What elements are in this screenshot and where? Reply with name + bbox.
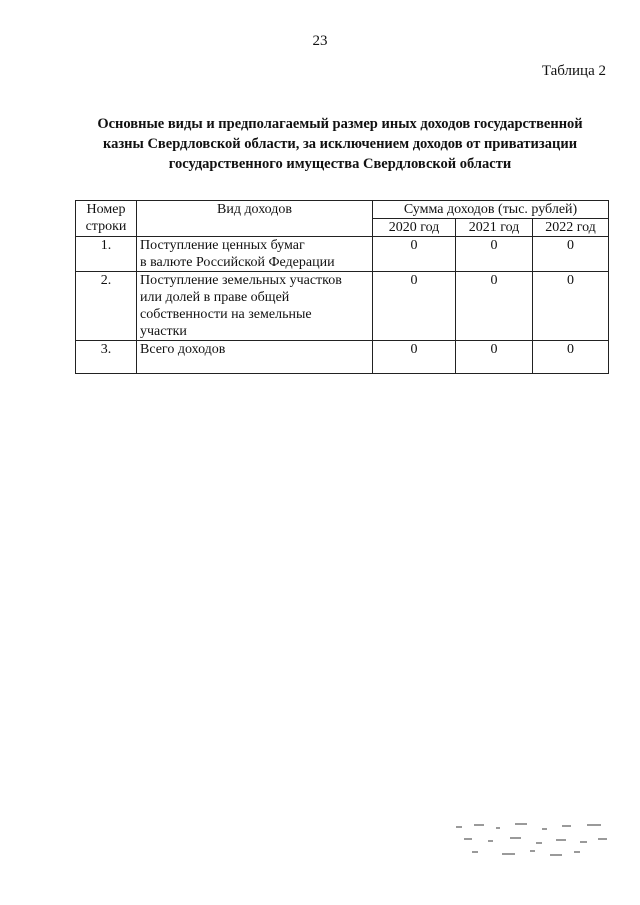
value-2021: 0 xyxy=(456,341,533,374)
table-header-row xyxy=(76,201,609,219)
income-kind xyxy=(137,341,373,374)
income-kind-line: или долей в праве общей xyxy=(140,290,290,305)
table-label: Таблица 2 xyxy=(541,63,606,79)
header-year: 2022 год xyxy=(533,219,609,237)
row-number: 3. xyxy=(76,341,137,374)
row-number: 2. xyxy=(76,272,137,341)
income-kind-line: Поступление земельных участков xyxy=(140,273,342,288)
value-2022: 0 xyxy=(533,341,609,374)
value-2020: 0 xyxy=(373,272,456,341)
income-kind-line: Поступление ценных бумаг xyxy=(140,238,305,253)
document-title xyxy=(60,114,620,174)
value-2022: 0 xyxy=(533,272,609,341)
income-kind xyxy=(137,237,373,272)
income-kind-line: Всего доходов xyxy=(140,342,226,357)
value-2021: 0 xyxy=(456,237,533,272)
header-row-number xyxy=(76,201,137,237)
table-row xyxy=(76,272,609,341)
header-year: 2020 год xyxy=(373,219,456,237)
income-kind-line: в валюте Российской Федерации xyxy=(140,255,335,270)
value-2020: 0 xyxy=(373,237,456,272)
value-2020: 0 xyxy=(373,341,456,374)
income-kind-line: участки xyxy=(140,324,187,339)
title-line: казны Свердловской области, за исключением доходов от приватизации xyxy=(102,136,578,152)
header-row-number-line: Номер xyxy=(86,202,126,217)
row-number: 1. xyxy=(76,237,137,272)
title-line: Основные виды и предполагаемый размер иных доходов государственной xyxy=(97,116,583,132)
header-income-sum: Сумма доходов (тыс. рублей) xyxy=(373,201,609,219)
header-row-number-line: строки xyxy=(85,219,127,234)
header-year: 2021 год xyxy=(456,219,533,237)
table-row xyxy=(76,237,609,272)
table-row xyxy=(76,341,609,374)
income-table xyxy=(75,200,609,374)
title-line: государственного имущества Свердловской области xyxy=(168,156,512,172)
income-kind-line: собственности на земельные xyxy=(140,307,312,322)
value-2021: 0 xyxy=(456,272,533,341)
scan-noise xyxy=(452,820,617,860)
value-2022: 0 xyxy=(533,237,609,272)
income-kind xyxy=(137,272,373,341)
page-number: 23 xyxy=(312,33,328,49)
header-income-kind: Вид доходов xyxy=(137,201,373,237)
